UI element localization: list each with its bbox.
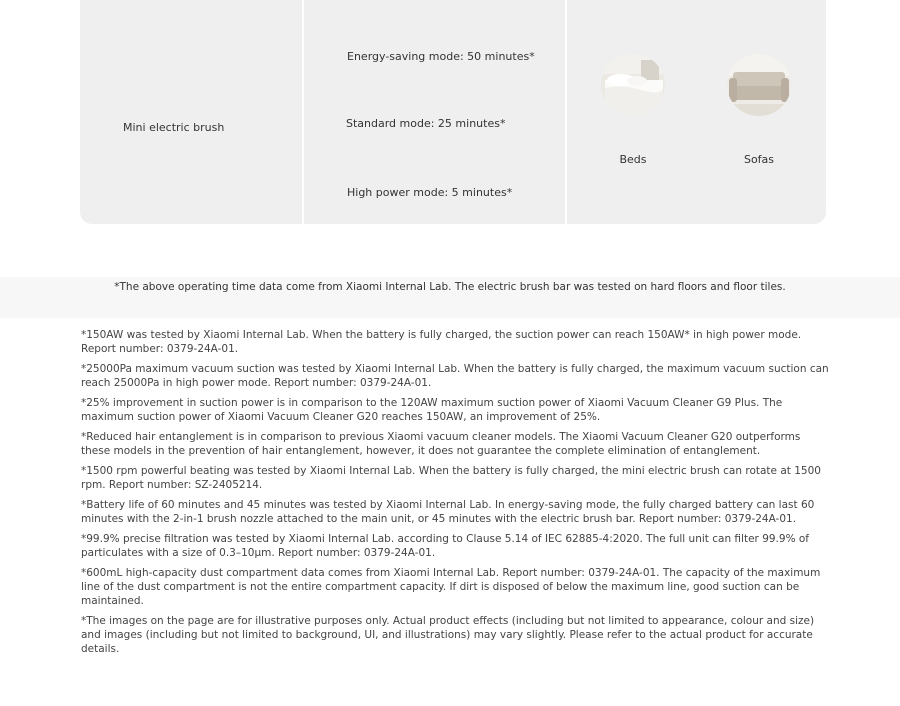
sofa-image bbox=[727, 54, 791, 116]
operating-time-note-band bbox=[0, 277, 900, 318]
footnote: *Reduced hair entanglement is in comparison to previous Xiaomi vacuum cleaner models. The Xiaomi Vacuum Cleaner G20 outperforms these models in the prevention of hair entanglement, however, it does not guarantee the complete elimination of entanglement. bbox=[81, 431, 801, 457]
footnote: *Battery life of 60 minutes and 45 minutes was tested by Xiaomi Internal Lab. In energy-saving mode, the fully charged battery can last 60 minutes with the 2-in-1 brush nozzle attached to the main unit, or 45 minutes with the electric brush bar. Report number: 0379-24A-01. bbox=[81, 499, 815, 525]
spec-table bbox=[80, 0, 826, 224]
column-divider bbox=[565, 0, 567, 224]
high-power-mode-time: High power mode: 5 minutes* bbox=[347, 186, 513, 199]
operating-time-note: *The above operating time data come from Xiaomi Internal Lab. The electric brush bar was tested on hard floors and floor tiles. bbox=[114, 281, 786, 293]
beds-label: Beds bbox=[619, 153, 647, 166]
footnote: *1500 rpm powerful beating was tested by Xiaomi Internal Lab. When the battery is fully charged, the mini electric brush can rotate at 1500 rpm. Report number: SZ-2405214. bbox=[81, 465, 821, 491]
footnote: *The images on the page are for illustrative purposes only. Actual product effects (including but not limited to appearance, colour and size) and images (including but not limited to background, UI, and illustrations) may vary slightly. Please refer to the actual product for accurate details. bbox=[81, 615, 815, 655]
standard-mode-time: Standard mode: 25 minutes* bbox=[346, 117, 506, 130]
energy-saving-mode-time: Energy-saving mode: 50 minutes* bbox=[347, 50, 535, 63]
column-divider bbox=[302, 0, 304, 224]
footnotes bbox=[81, 328, 831, 662]
footnote: *25000Pa maximum vacuum suction was tested by Xiaomi Internal Lab. When the battery is fully charged, the maximum vacuum suction can reach 25000Pa in high power mode. Report number: 0379-24A-01. bbox=[81, 363, 829, 389]
accessory-label: Mini electric brush bbox=[123, 121, 225, 134]
footnote: *25% improvement in suction power is in comparison to the 120AW maximum suction power of Xiaomi Vacuum Cleaner G9 Plus. The maximum suction power of Xiaomi Vacuum Cleaner G20 reaches 150AW, an improvement of 25%. bbox=[81, 397, 783, 423]
footnote: *150AW was tested by Xiaomi Internal Lab. When the battery is fully charged, the suction power can reach 150AW* in high power mode. Report number: 0379-24A-01. bbox=[81, 329, 802, 355]
bed-image bbox=[601, 54, 665, 116]
footnote: *99.9% precise filtration was tested by Xiaomi Internal Lab. according to Clause 5.14 of IEC 62885-4:2020. The full unit can filter 99.9% of particulates with a size of 0.3–10μm. Report number: 0379-24A-01. bbox=[81, 533, 810, 559]
footnote: *600mL high-capacity dust compartment data comes from Xiaomi Internal Lab. Report number: 0379-24A-01. The capacity of the maximum line of the dust compartment is not the entire compartment capacity. If dirt is disposed of below the maximum line, good suction can be maintained. bbox=[81, 567, 821, 607]
sofas-label: Sofas bbox=[743, 153, 775, 166]
